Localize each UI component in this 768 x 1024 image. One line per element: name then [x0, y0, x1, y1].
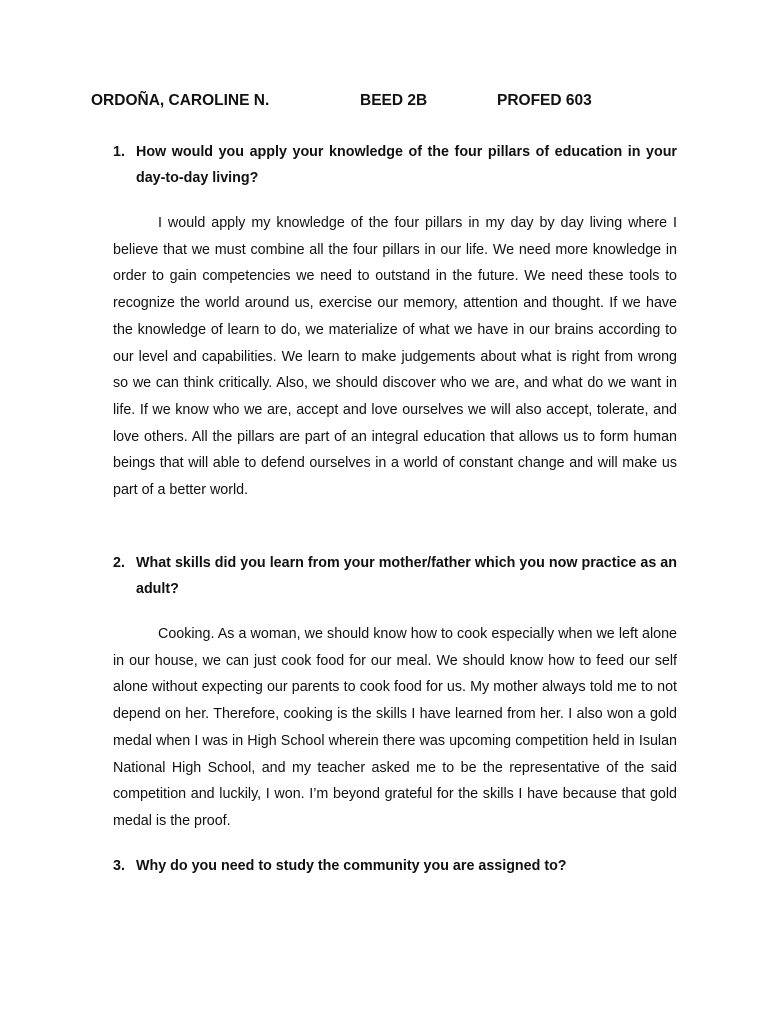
student-name: ORDOÑA, CAROLINE N. [91, 92, 270, 109]
answer-2: Cooking. As a woman, we should know how to cook especially when we left alone in our house, we can just cook food for our meal. We should know how to feed our self alone without expecting our parents to cook food for us. My mother always told me to not depend on her. Therefore, cooking is the skills I have learned from her. I also won a gold medal when I was in High School wherein there was upcoming competition held in Isulan National High School, and my teacher asked me to be the representative of the said competition and luckily, I won. I’m beyond grateful for the skills I have because that gold medal is the proof. [113, 626, 677, 829]
question-number: 3. [113, 858, 125, 874]
question-number: 2. [113, 555, 125, 571]
course-code: PROFED 603 [497, 92, 592, 109]
question-text: What skills did you learn from your mother/father which you now practice as an adult? [136, 555, 677, 597]
question-number: 1. [113, 144, 125, 160]
question-1 [113, 139, 677, 191]
student-section: BEED 2B [360, 92, 428, 109]
answer-1: I would apply my knowledge of the four pillars in my day by day living where I believe that we must combine all the four pillars in our life. We need more knowledge in order to gain competencies we need to outstand in the future. We need these tools to recognize the world around us, exercise our memory, attention and thought. If we have the knowledge of learn to do, we materialize of what we have in our brains according to our level and capabilities. We learn to make judgements about what is right from wrong so we can think critically. Also, we should discover who we are, and what do we want in life. If we know who we are, accept and love ourselves we will also accept, tolerate, and love others. All the pillars are part of an integral education that allows us to form human beings that will able to defend ourselves in a world of constant change and will make us part of a better world. [113, 215, 677, 499]
question-2 [113, 550, 677, 602]
question-text: Why do you need to study the community you are assigned to? [136, 858, 567, 874]
question-3 [113, 853, 677, 879]
question-text: How would you apply your knowledge of the four pillars of education in your day-to-day living? [136, 144, 677, 186]
